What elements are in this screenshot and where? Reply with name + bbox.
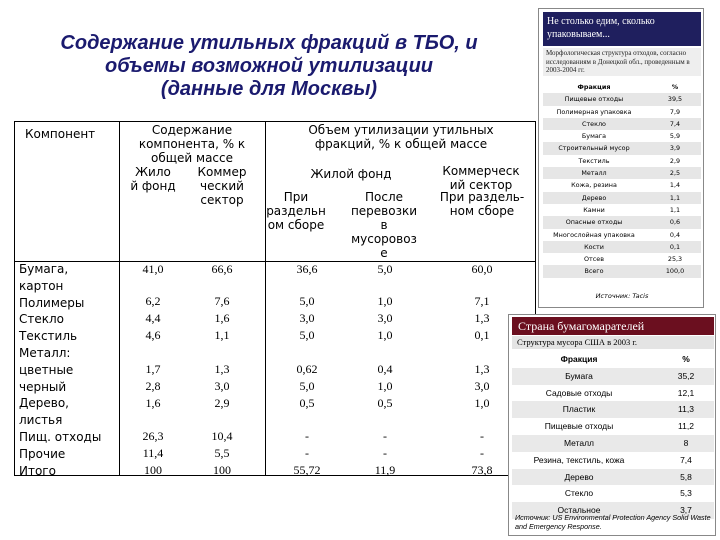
panel1-row-value: 2,9 xyxy=(669,156,681,165)
panel1-row-value: 100,0 xyxy=(665,267,685,276)
panel2-row-value: 5,3 xyxy=(680,488,692,499)
table-cell: 1,0 xyxy=(377,328,393,342)
table-cell: 0,5 xyxy=(377,396,393,410)
table-cell: 6,2 xyxy=(145,294,161,308)
panel2-row xyxy=(512,485,714,502)
panel2-row-name: Бумага xyxy=(565,370,593,381)
panel2-row xyxy=(512,435,714,452)
header-content-residential xyxy=(121,165,185,193)
header-line: ом сборе xyxy=(267,218,325,232)
panel1-header: Не столько едим, сколько упаковываем... xyxy=(543,12,701,46)
panel1-row xyxy=(543,241,701,253)
panel1-row xyxy=(543,130,701,142)
header-line: в xyxy=(380,218,388,232)
panel2-col-name: Фракция xyxy=(560,354,598,364)
panel1-row-value: 7,4 xyxy=(669,119,681,128)
panel2-row-value: 3,7 xyxy=(680,505,692,516)
panel1-subtitle: Морфологическая структура отходов, согласно исследованиям в Донецкой обл., проведенным в 2003-2004 гг. xyxy=(543,48,701,76)
panel1-row-value: 25,3 xyxy=(667,255,683,264)
panel1-row xyxy=(543,192,701,204)
panel1-row xyxy=(543,167,701,179)
component-name: Стекло xyxy=(19,312,65,327)
panel2-row-name: Резина, текстиль, кожа xyxy=(533,454,625,465)
panel1-row-name: Дерево xyxy=(581,193,607,202)
panel2-row xyxy=(512,401,714,418)
table-cell: 5,0 xyxy=(299,379,315,393)
component-name: картон xyxy=(19,278,64,293)
header-volume-separate xyxy=(259,190,333,232)
panel1-table xyxy=(543,81,701,278)
component-name: Прочие xyxy=(19,446,66,461)
table-cell: 73,8 xyxy=(471,463,493,477)
table-cell: 7,6 xyxy=(214,294,230,308)
table-cell: 66,6 xyxy=(211,262,233,276)
header-line: перевозки xyxy=(350,204,418,218)
panel1-row-name: Камни xyxy=(583,205,605,214)
header-volume-commercial xyxy=(425,164,537,192)
header-line: ий сектор xyxy=(449,178,513,192)
header-line: При раздель- xyxy=(439,190,525,204)
component-list xyxy=(19,261,117,479)
table-cell: 36,6 xyxy=(296,262,318,276)
component-name: Пищ. отходы xyxy=(19,429,102,444)
panel2-row-name: Дерево xyxy=(564,471,594,482)
panel2-row-name: Металл xyxy=(563,437,595,448)
panel2-row-value: 7,4 xyxy=(680,454,692,465)
fractions-table xyxy=(14,121,536,476)
header-volume-residential: Жилой фонд xyxy=(310,167,392,181)
header-volume xyxy=(267,123,535,151)
table-cell: 1,6 xyxy=(145,396,161,410)
panel1-row xyxy=(543,216,701,228)
header-line: Жило xyxy=(135,165,171,179)
panel1-row-name: Металл xyxy=(581,169,607,178)
panel1-col-name: Фракция xyxy=(577,83,611,91)
panel1-row-name: Полимерная упаковка xyxy=(556,107,632,116)
table-cell: 60,0 xyxy=(471,262,493,276)
header-line: Коммер xyxy=(197,165,247,179)
table-cell: - xyxy=(305,446,309,460)
component-name: Полимеры xyxy=(19,295,85,310)
panel1-row-name: Многослойная упаковка xyxy=(553,230,635,239)
panel2-header: Страна бумагомарателей xyxy=(512,317,714,335)
panel1-row-value: 39,5 xyxy=(667,95,683,104)
table-cell: - xyxy=(480,429,484,443)
panel2-row xyxy=(512,452,714,469)
panel1-row-name: Кожа, резина xyxy=(571,181,617,190)
component-name: листья xyxy=(19,413,63,428)
table-cell: 3,0 xyxy=(474,379,490,393)
table-cell: 1,0 xyxy=(377,294,393,308)
panel2-row-name: Стекло xyxy=(564,488,594,499)
panel1-row xyxy=(543,253,701,265)
table-cell: 1,0 xyxy=(377,379,393,393)
table-cell: 1,3 xyxy=(474,311,490,325)
panel1-row-value: 7,9 xyxy=(669,107,681,116)
table-cell: 3,0 xyxy=(299,311,315,325)
header-content-line: общей массе xyxy=(150,151,234,165)
table-cell: 5,0 xyxy=(377,262,393,276)
table-cell: - xyxy=(480,446,484,460)
title-line-3: (данные для Москвы) xyxy=(160,78,378,100)
panel2-subtitle: Структура мусора США в 2003 г. xyxy=(512,336,714,349)
header-volume-comm-separate xyxy=(427,190,537,218)
table-cell: - xyxy=(305,429,309,443)
header-line: Коммерческ xyxy=(442,164,520,178)
panel1-row-name: Опасные отходы xyxy=(565,218,623,227)
header-content-commercial xyxy=(183,165,261,207)
header-line: й фонд xyxy=(130,179,176,193)
usa-structure-panel xyxy=(508,314,716,536)
table-cell: 100 xyxy=(144,463,162,477)
panel2-row-name: Садовые отходы xyxy=(545,387,613,398)
panel1-row xyxy=(543,179,701,191)
panel1-row-name: Стекло xyxy=(582,119,606,128)
title-line-1: Содержание утильных фракций в ТБО, и xyxy=(60,32,478,54)
panel2-row-name: Пищевые отходы xyxy=(544,421,614,432)
panel2-row xyxy=(512,418,714,435)
component-name: черный xyxy=(19,379,67,394)
table-divider xyxy=(119,122,120,475)
header-volume-after-truck xyxy=(341,190,427,260)
panel1-source: Источник: Tacis xyxy=(595,292,649,300)
table-cell: 3,0 xyxy=(377,311,393,325)
panel1-row xyxy=(543,118,701,130)
panel1-col-value: % xyxy=(671,83,679,91)
panel2-table xyxy=(512,351,714,519)
table-cell: 0,5 xyxy=(299,396,315,410)
table-cell: - xyxy=(383,446,387,460)
table-cell: 0,1 xyxy=(474,328,490,342)
panel1-row-value: 3,9 xyxy=(669,144,681,153)
panel1-row-value: 0,6 xyxy=(669,218,681,227)
header-content-line: компонента, % к xyxy=(138,137,246,151)
table-cell: 2,8 xyxy=(145,379,161,393)
panel1-row xyxy=(543,265,701,277)
table-cell: 11,9 xyxy=(374,463,396,477)
header-line: ческий xyxy=(200,179,244,193)
panel1-row-value: 1,1 xyxy=(669,205,681,214)
component-name: Текстиль xyxy=(19,329,78,344)
panel2-col-value: % xyxy=(682,354,690,364)
panel1-row-name: Текстиль xyxy=(578,156,610,165)
panel1-row xyxy=(543,142,701,154)
component-name: Бумага, xyxy=(19,262,69,276)
table-cell: 26,3 xyxy=(142,429,164,443)
table-cell: 41,0 xyxy=(142,262,164,276)
table-cell: 11,4 xyxy=(142,446,164,460)
panel1-row-name: Отсев xyxy=(584,255,604,264)
panel1-row xyxy=(543,229,701,241)
table-cell: 1,3 xyxy=(474,362,490,376)
table-cell: 7,1 xyxy=(474,294,490,308)
header-line: раздельн xyxy=(266,204,326,218)
panel1-row-value: 1,4 xyxy=(669,181,681,190)
header-line: После xyxy=(364,190,403,204)
table-divider xyxy=(265,122,266,475)
table-cell: 0,62 xyxy=(296,362,318,376)
panel2-row-value: 12,1 xyxy=(677,387,695,398)
table-cell: 1,3 xyxy=(214,362,230,376)
page-title xyxy=(4,32,534,101)
table-cell: 5,0 xyxy=(299,294,315,308)
panel2-row xyxy=(512,385,714,402)
panel2-row xyxy=(512,368,714,385)
table-cell: 5,0 xyxy=(299,328,315,342)
header-line: е xyxy=(380,246,388,260)
panel1-row-value: 5,9 xyxy=(669,132,681,141)
panel1-row-value: 1,1 xyxy=(669,193,681,202)
header-volume-line: Объем утилизации утильных xyxy=(308,123,494,137)
panel1-row xyxy=(543,93,701,105)
header-line: мусоровоз xyxy=(351,232,417,246)
component-name: цветные xyxy=(19,362,74,377)
panel1-row-value: 0,4 xyxy=(669,230,681,239)
component-name: Металл: xyxy=(19,345,71,360)
header-line: сектор xyxy=(200,193,244,207)
panel1-row xyxy=(543,204,701,216)
header-volume-line: фракций, % к общей массе xyxy=(314,137,488,151)
panel2-row xyxy=(512,469,714,486)
table-cell: 4,4 xyxy=(145,311,161,325)
component-name: Итого xyxy=(19,463,56,478)
table-cell: 0,4 xyxy=(377,362,393,376)
panel2-row-name: Пластик xyxy=(562,404,596,415)
panel1-row-value: 0,1 xyxy=(669,242,681,251)
table-cell: 2,9 xyxy=(214,396,230,410)
header-line: ном сборе xyxy=(449,204,515,218)
panel2-row-value: 11,2 xyxy=(678,421,694,432)
table-cell: 1,6 xyxy=(214,311,230,325)
panel1-row-name: Пищевые отходы xyxy=(564,95,624,104)
donetsk-structure-panel xyxy=(538,8,704,308)
table-cell: 3,0 xyxy=(214,379,230,393)
table-cell: 4,6 xyxy=(145,328,161,342)
component-name: Дерево, xyxy=(19,396,69,411)
panel1-row-name: Всего xyxy=(584,267,604,276)
table-cell: 5,5 xyxy=(214,446,230,460)
panel1-row-name: Строительный мусор xyxy=(558,144,630,153)
header-content xyxy=(121,123,263,165)
panel2-table-header xyxy=(512,351,714,368)
header-line: При xyxy=(283,190,309,204)
header-component: Компонент xyxy=(25,127,96,141)
panel1-row xyxy=(543,155,701,167)
panel2-source: Источник: US Environmental Protection Agency Solid Waste and Emergency Response. xyxy=(515,513,711,531)
panel1-row-name: Бумага xyxy=(581,132,607,141)
panel1-row xyxy=(543,106,701,118)
panel2-row-value: 11,3 xyxy=(678,404,694,415)
table-cell: 100 xyxy=(213,463,231,477)
panel2-row-name: Остальное xyxy=(557,505,601,516)
table-cell: - xyxy=(383,429,387,443)
panel1-row-value: 2,5 xyxy=(669,169,681,178)
panel1-row-name: Кости xyxy=(584,242,604,251)
panel2-row-value: 8 xyxy=(683,437,689,448)
table-cell: 1,0 xyxy=(474,396,490,410)
title-line-2: объемы возможной утилизации xyxy=(104,55,434,77)
table-cell: 1,7 xyxy=(145,362,161,376)
panel2-row-value: 35,2 xyxy=(677,370,695,381)
panel1-table-header xyxy=(543,81,701,93)
panel2-row-value: 5,8 xyxy=(680,471,692,482)
table-cell: 1,1 xyxy=(214,328,230,342)
table-cell: 10,4 xyxy=(211,429,233,443)
header-content-line: Содержание xyxy=(151,123,233,137)
table-cell: 55,72 xyxy=(293,463,321,477)
